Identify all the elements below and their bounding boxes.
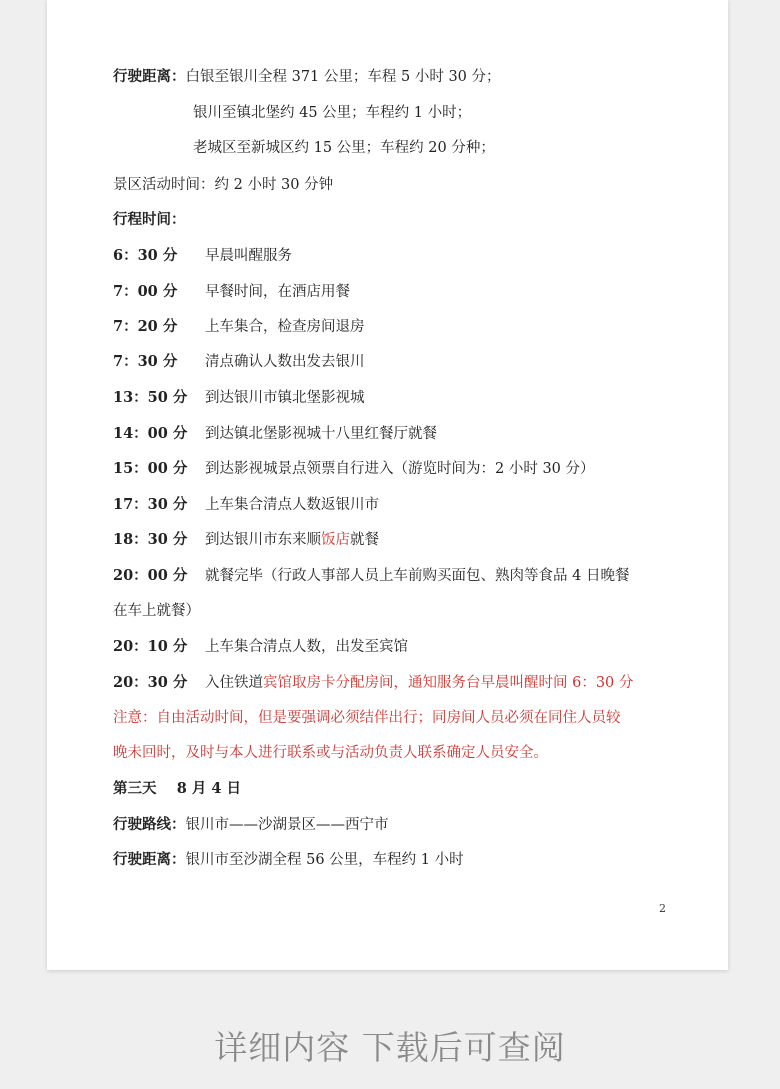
schedule-item xyxy=(113,495,379,515)
schedule-text: 到达银川市东来顺 xyxy=(205,532,321,548)
schedule-text: 就餐完毕（行政人事部人员上车前购买面包、熟肉等食品 4 日晚餐 xyxy=(205,568,630,584)
schedule-text-after: 就餐 xyxy=(350,532,379,548)
schedule-time: 7：00 分 xyxy=(113,283,178,300)
schedule-text: 清点确认人数出发去银川 xyxy=(205,354,365,370)
day-label: 第三天 xyxy=(113,780,157,797)
document-page xyxy=(47,0,728,970)
schedule-text: 到达镇北堡影视城十八里红餐厅就餐 xyxy=(205,426,437,442)
schedule-time: 7：30 分 xyxy=(113,353,178,370)
schedule-item xyxy=(113,673,633,693)
notice-line-1: 注意：自由活动时间，但是要强调必须结伴出行；同房间人员必须在同住人员较 xyxy=(113,710,621,726)
schedule-item xyxy=(113,637,408,657)
schedule-time: 20：10 分 xyxy=(113,638,188,655)
label: 行驶距离： xyxy=(113,68,186,85)
schedule-text-highlight: 宾馆取房卡分配房间，通知服务台早晨叫醒时间 6：30 分 xyxy=(263,675,634,691)
schedule-item xyxy=(113,352,365,372)
text: 银川市至沙湖全程 56 公里，车程约 1 小时 xyxy=(185,852,464,868)
distance-line-3: 老城区至新城区约 15 公里；车程约 20 分种； xyxy=(193,140,495,156)
distance3-line xyxy=(113,850,464,870)
schedule-text: 上车集合清点人数，出发至宾馆 xyxy=(205,639,408,655)
schedule-time: 7：20 分 xyxy=(113,318,178,335)
distance-line-1 xyxy=(113,67,501,87)
schedule-wrap: 在车上就餐） xyxy=(113,603,200,619)
schedule-item xyxy=(113,388,365,408)
schedule-time: 6：30 分 xyxy=(113,247,178,264)
day-date: 8 月 4 日 xyxy=(176,780,242,797)
day3-heading xyxy=(113,779,241,799)
notice-line-2: 晚未回时，及时与本人进行联系或与活动负责人联系确定人员安全。 xyxy=(113,745,548,761)
schedule-text-highlight: 饭店 xyxy=(321,532,350,548)
schedule-text: 上车集合清点人数返银川市 xyxy=(205,497,379,513)
schedule-item xyxy=(113,317,365,337)
schedule-item xyxy=(113,282,350,302)
schedule-time: 13：50 分 xyxy=(113,389,188,406)
text: 白银至银川全程 371 公里；车程 5 小时 30 分； xyxy=(185,69,501,85)
activity-time: 景区活动时间：约 2 小时 30 分钟 xyxy=(113,177,334,193)
schedule-time: 18：30 分 xyxy=(113,531,188,548)
schedule-text: 到达影视城景点领票自行进入（游览时间为：2 小时 30 分） xyxy=(205,461,595,477)
distance-line-2: 银川至镇北堡约 45 公里；车程约 1 小时； xyxy=(193,105,472,121)
schedule-text: 上车集合，检查房间退房 xyxy=(205,319,365,335)
route-line xyxy=(113,815,389,835)
schedule-text: 到达银川市镇北堡影视城 xyxy=(205,390,365,406)
schedule-title: 行程时间： xyxy=(113,211,186,228)
schedule-item xyxy=(113,566,629,586)
schedule-time: 17：30 分 xyxy=(113,496,188,513)
schedule-item xyxy=(113,530,379,550)
text: 银川市——沙湖景区——西宁市 xyxy=(185,817,389,833)
schedule-item xyxy=(113,246,292,266)
schedule-text: 早餐时间，在酒店用餐 xyxy=(205,284,350,300)
label: 行驶路线： xyxy=(113,816,186,833)
schedule-text: 入住铁道 xyxy=(205,675,263,691)
schedule-item xyxy=(113,424,437,444)
schedule-item xyxy=(113,459,595,479)
schedule-time: 14：00 分 xyxy=(113,425,188,442)
schedule-time: 20：00 分 xyxy=(113,567,188,584)
label: 行驶距离： xyxy=(113,851,186,868)
schedule-text: 早晨叫醒服务 xyxy=(205,248,292,264)
page-number: 2 xyxy=(659,902,666,915)
footer-text: 详细内容 下载后可查阅 xyxy=(214,1028,566,1067)
schedule-time: 20：30 分 xyxy=(113,674,188,691)
schedule-time: 15：00 分 xyxy=(113,460,188,477)
